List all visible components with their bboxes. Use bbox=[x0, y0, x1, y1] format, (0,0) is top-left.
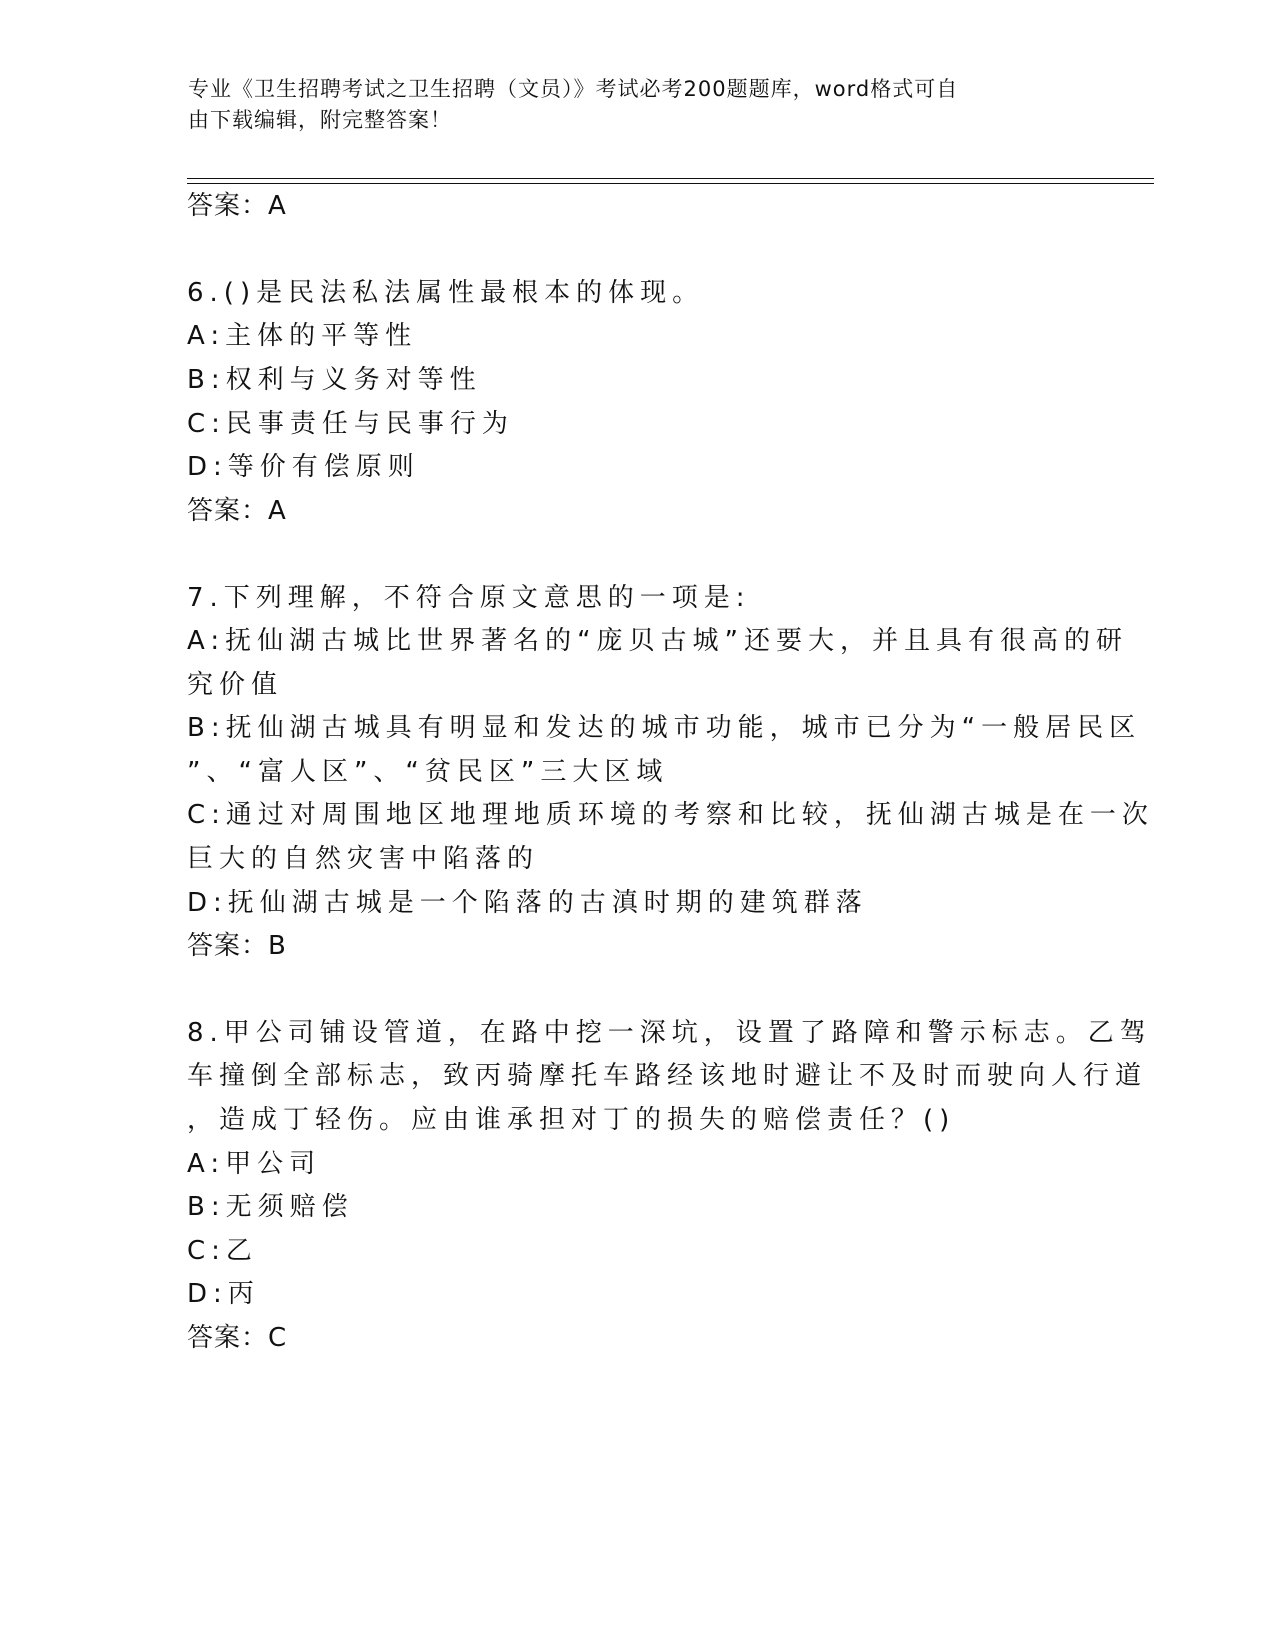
q6-answer: 答案：A bbox=[187, 496, 287, 526]
q6-option-b: B:权利与义务对等性 bbox=[187, 365, 482, 395]
q8-stem-line-3: ，造成丁轻伤。应由谁承担对丁的损失的赔偿责任？() bbox=[187, 1105, 956, 1135]
header-divider-bottom bbox=[187, 183, 1154, 184]
q7-option-a-line-1: A:抚仙湖古城比世界著名的“庞贝古城”还要大，并且具有很高的研 bbox=[187, 626, 1129, 656]
q8-option-c: C:乙 bbox=[187, 1236, 258, 1266]
q8-option-d: D:丙 bbox=[187, 1279, 260, 1309]
q6-option-c: C:民事责任与民事行为 bbox=[187, 409, 514, 439]
q7-option-c-line-1: C:通过对周围地区地理地质环境的考察和比较，抚仙湖古城是在一次 bbox=[187, 800, 1154, 830]
header-line-1: 专业《卫生招聘考试之卫生招聘（文员）》考试必考200题题库，word格式可自 bbox=[188, 77, 959, 101]
q6-option-d: D:等价有偿原则 bbox=[187, 452, 420, 482]
q8-answer: 答案：C bbox=[187, 1323, 288, 1353]
q7-option-b-line-2: ”、“富人区”、“贫民区”三大区域 bbox=[187, 757, 669, 787]
document-header bbox=[188, 74, 1068, 136]
q8-option-a: A:甲公司 bbox=[187, 1149, 322, 1179]
q7-answer: 答案：B bbox=[187, 931, 287, 961]
q8-stem-line-1: 8.甲公司铺设管道，在路中挖一深坑，设置了路障和警示标志。乙驾 bbox=[187, 1018, 1152, 1048]
q7-option-d: D:抚仙湖古城是一个陷落的古滇时期的建筑群落 bbox=[187, 888, 868, 918]
q6-option-a: A:主体的平等性 bbox=[187, 321, 418, 351]
header-line-2: 由下载编辑，附完整答案！ bbox=[188, 108, 452, 132]
q8-option-b: B:无须赔偿 bbox=[187, 1192, 354, 1222]
q7-option-b-line-1: B:抚仙湖古城具有明显和发达的城市功能，城市已分为“一般居民区 bbox=[187, 713, 1142, 743]
q7-option-a-line-2: 究价值 bbox=[187, 670, 284, 700]
q8-stem-line-2: 车撞倒全部标志，致丙骑摩托车路经该地时避让不及时而驶向人行道 bbox=[187, 1061, 1148, 1091]
q6-stem: 6.()是民法私法属性最根本的体现。 bbox=[187, 278, 705, 308]
q7-option-c-line-2: 巨大的自然灾害中陷落的 bbox=[187, 844, 540, 874]
previous-answer: 答案：A bbox=[187, 191, 287, 221]
header-divider-top bbox=[187, 178, 1154, 179]
q7-stem: 7.下列理解，不符合原文意思的一项是: bbox=[187, 583, 751, 613]
